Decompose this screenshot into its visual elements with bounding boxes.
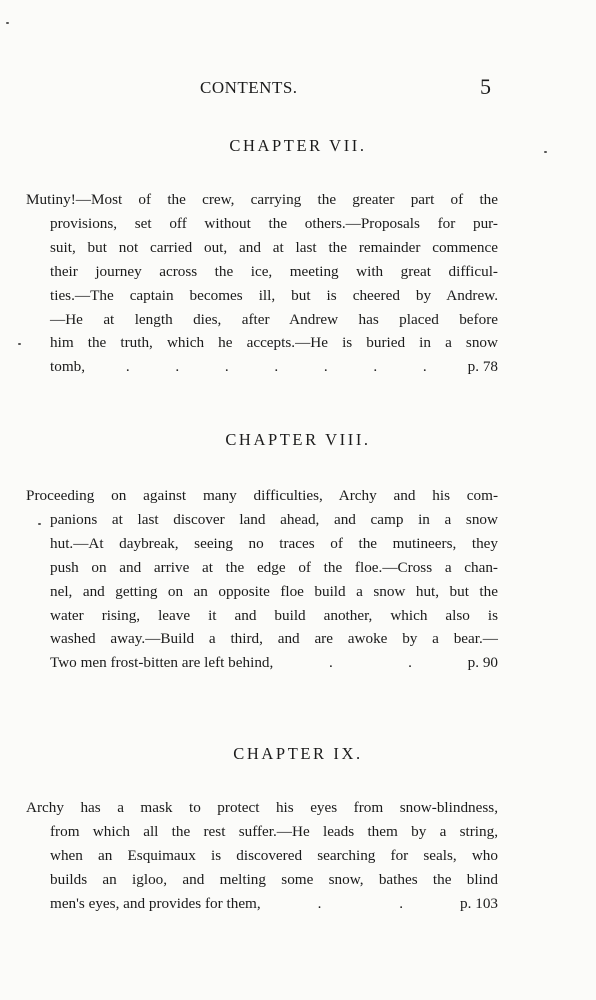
summary-line: washed away.—Build a third, and are awoke by a bear.— xyxy=(50,630,498,648)
leader-dot: . xyxy=(328,654,333,672)
summary-last-line xyxy=(26,892,498,916)
dot-leader xyxy=(85,355,468,379)
chapter-summary xyxy=(26,796,498,916)
print-speck xyxy=(18,343,21,345)
leader-dot: . xyxy=(175,358,180,376)
summary-line: —He at length dies, after Andrew has placed before xyxy=(50,310,498,328)
leader-dot: . xyxy=(274,358,279,376)
summary-line-end: Two men frost-bitten are left behind, xyxy=(50,654,274,672)
summary-line-end: men's eyes, and provides for them, xyxy=(50,894,261,912)
print-speck xyxy=(6,22,9,24)
summary-line: builds an igloo, and melting some snow, bathes the blind xyxy=(50,870,498,888)
dot-leader xyxy=(261,892,460,916)
page-reference: p. 90 xyxy=(467,654,498,672)
chapter-heading: CHAPTER IX. xyxy=(233,744,363,763)
leader-dot: . xyxy=(408,654,412,672)
summary-line: water rising, leave it and build another, which also is xyxy=(50,606,498,624)
summary-line: Proceeding on against many difficulties, Archy and his com- xyxy=(26,487,498,504)
dot-leader xyxy=(273,651,467,675)
summary-line: suit, but not carried out, and at last the remainder commence xyxy=(50,238,498,256)
chapter-summary xyxy=(26,188,498,379)
summary-line: nel, and getting on an opposite floe build a snow hut, but the xyxy=(50,582,498,600)
summary-last-line xyxy=(26,355,498,379)
chapter-heading: CHAPTER VII. xyxy=(229,136,367,155)
print-speck xyxy=(544,151,547,153)
leader-dot: . xyxy=(422,358,427,376)
chapter-heading: CHAPTER VIII. xyxy=(225,430,371,449)
print-speck xyxy=(38,523,41,525)
summary-line: from which all the rest suffer.—He leads them by a string, xyxy=(50,822,498,840)
summary-line: when an Esquimaux is discovered searching for seals, who xyxy=(50,846,498,864)
summary-line: Mutiny!—Most of the crew, carrying the greater part of the xyxy=(26,191,498,208)
summary-line-end: tomb, xyxy=(50,358,86,376)
summary-line: push on and arrive at the edge of the floe.—Cross a chan- xyxy=(50,558,498,576)
summary-line: hut.—At daybreak, seeing no traces of the mutineers, they xyxy=(50,534,498,552)
leader-dot: . xyxy=(399,894,404,912)
summary-line: panions at last discover land ahead, and camp in a snow xyxy=(50,510,498,528)
summary-line: Archy has a mask to protect his eyes from snow-blindness, xyxy=(26,799,498,816)
summary-line: ties.—The captain becomes ill, but is cheered by Andrew. xyxy=(50,286,498,304)
running-head xyxy=(0,74,596,102)
leader-dot: . xyxy=(224,358,229,376)
leader-dot: . xyxy=(373,358,378,376)
summary-line: him the truth, which he accepts.—He is buried in a snow xyxy=(50,334,498,352)
leader-dot: . xyxy=(125,358,130,376)
page-reference: p. 103 xyxy=(460,894,498,912)
page-reference: p. 78 xyxy=(467,358,498,376)
chapter-summary xyxy=(26,484,498,675)
leader-dot: . xyxy=(317,894,322,912)
summary-line: provisions, set off without the others.—Proposals for pur- xyxy=(50,214,498,232)
summary-line: their journey across the ice, meeting with great difficul- xyxy=(50,262,498,280)
leader-dot: . xyxy=(323,358,328,376)
summary-last-line xyxy=(26,651,498,675)
running-title: CONTENTS. xyxy=(200,78,298,97)
page-number: 5 xyxy=(480,74,491,99)
